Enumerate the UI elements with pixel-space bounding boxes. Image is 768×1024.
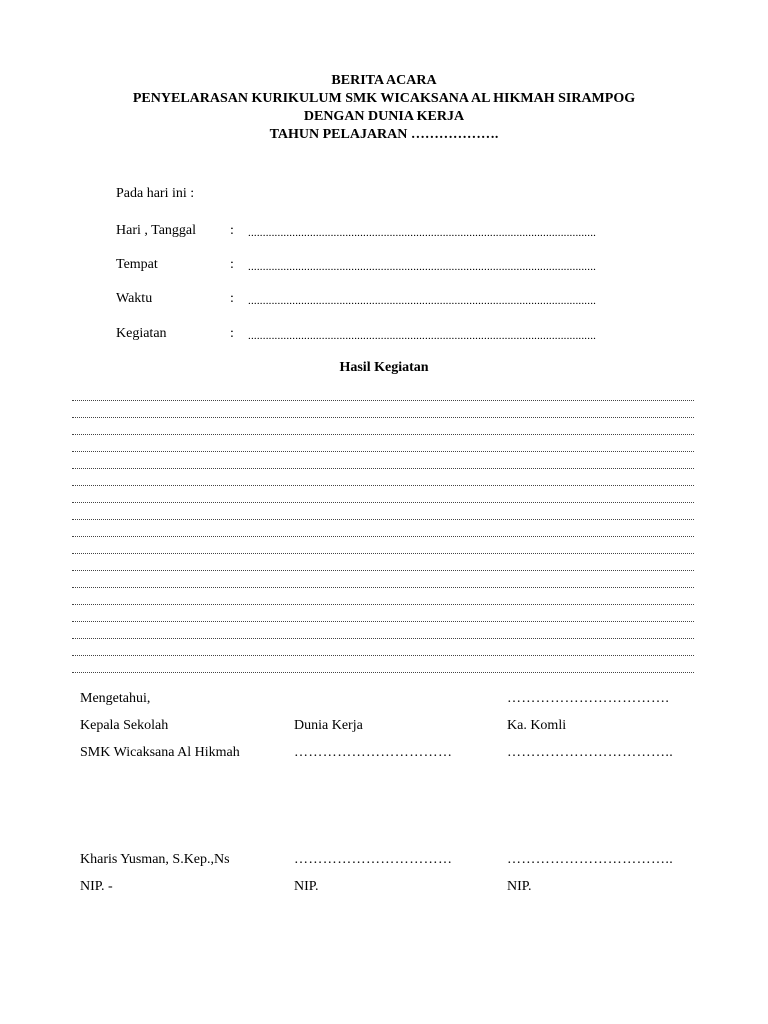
sig-mengetahui: Mengetahui,	[80, 691, 151, 706]
sig-industry-nip: NIP.	[294, 879, 319, 894]
field-blank: ......................................................................................................................	[248, 330, 597, 342]
result-line	[72, 537, 694, 554]
field-blank: ......................................................................................................................	[248, 295, 597, 307]
result-line	[72, 639, 694, 656]
field-label: Tempat	[116, 257, 158, 272]
result-line	[72, 656, 694, 673]
header-subtitle: PENYELARASAN KURIKULUM SMK WICAKSANA AL HIKMAH SIRAMPOG	[132, 91, 636, 106]
field-label: Hari , Tanggal	[116, 223, 197, 238]
document-header	[0, 72, 768, 144]
sig-komli-nip: NIP.	[507, 879, 532, 894]
result-line	[72, 571, 694, 588]
field-row-activity	[116, 326, 676, 346]
result-line	[72, 418, 694, 435]
sig-komli-role: Ka. Komli	[507, 718, 567, 733]
result-section-title: Hasil Kegiatan	[339, 360, 429, 375]
field-colon: :	[230, 326, 234, 341]
result-line	[72, 384, 694, 401]
result-lines	[72, 384, 694, 673]
result-line	[72, 503, 694, 520]
sig-industry-role: Dunia Kerja	[294, 718, 363, 733]
sig-komli-name-blank: ……………………………..	[507, 852, 674, 867]
result-line	[72, 588, 694, 605]
result-line	[72, 554, 694, 571]
sig-principal-org: SMK Wicaksana Al Hikmah	[80, 745, 240, 760]
field-label: Kegiatan	[116, 326, 167, 341]
result-line	[72, 605, 694, 622]
result-line	[72, 520, 694, 537]
sig-principal-role: Kepala Sekolah	[80, 718, 169, 733]
header-school-year: TAHUN PELAJARAN ……………….	[269, 127, 499, 142]
result-line	[72, 469, 694, 486]
field-blank: ......................................................................................................................	[248, 227, 597, 239]
sig-industry-org-blank: ……………………………	[294, 745, 453, 760]
header-subtitle-2: DENGAN DUNIA KERJA	[303, 109, 465, 124]
sig-industry-name-blank: ……………………………	[294, 852, 453, 867]
result-line	[72, 435, 694, 452]
sig-principal-name: Kharis Yusman, S.Kep.,Ns	[80, 852, 230, 867]
sig-principal-nip: NIP. -	[80, 879, 113, 894]
result-line	[72, 486, 694, 503]
field-row-place	[116, 257, 676, 277]
result-line	[72, 452, 694, 469]
intro-text: Pada hari ini :	[116, 186, 195, 201]
header-title: BERITA ACARA	[331, 73, 437, 88]
sig-date-blank: …………………………….	[507, 691, 670, 706]
result-line	[72, 622, 694, 639]
field-row-time	[116, 291, 676, 311]
field-blank: ......................................................................................................................	[248, 261, 597, 273]
field-label: Waktu	[116, 291, 153, 306]
sig-komli-org-blank: ……………………………..	[507, 745, 674, 760]
field-colon: :	[230, 257, 234, 272]
field-colon: :	[230, 223, 234, 238]
field-colon: :	[230, 291, 234, 306]
field-row-date	[116, 223, 676, 243]
result-line	[72, 401, 694, 418]
